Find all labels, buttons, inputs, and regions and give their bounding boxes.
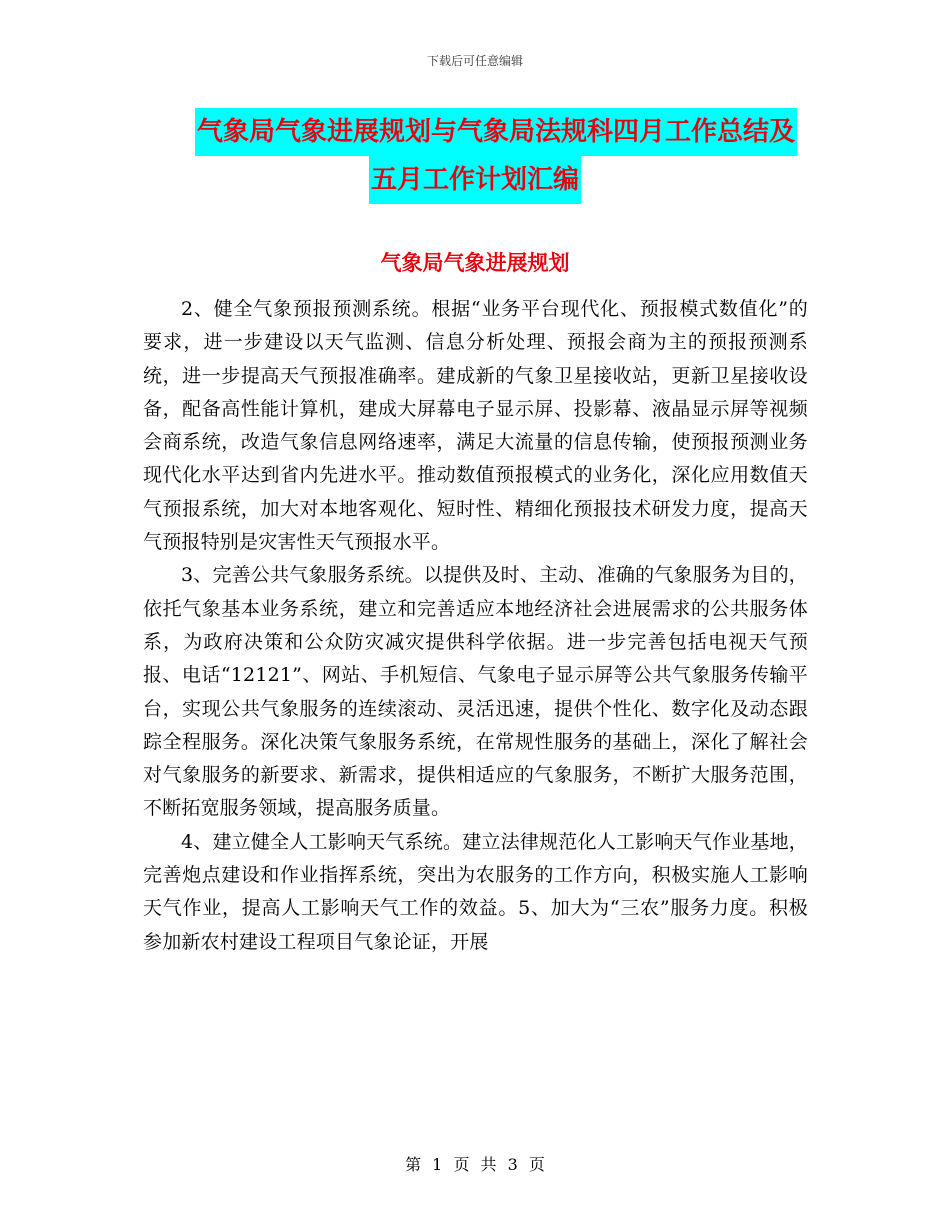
- paragraph-3: 3、完善公共气象服务系统。以提供及时、主动、准确的气象服务为目的，依托气象基本业务系统，建立和完善适应本地经济社会进展需求的公共服务体系，为政府决策和公众防灾减灾提供科学依据。进一步完善包括电视天气预报、电话“12121”、网站、手机短信、气象电子显示屏等公共气象服务传输平台，实现公共气象服务的连续滚动、灵活迅速，提供个性化、数字化及动态跟踪全程服务。深化决策气象服务系统，在常规性服务的基础上，深化了解社会对气象服务的新要求、新需求，提供相适应的气象服务，不断扩大服务范围，不断拓宽服务领域，提高服务质量。: [143, 564, 808, 820]
- paragraph-2: 2、健全气象预报预测系统。根据“业务平台现代化、预报模式数值化”的要求，进一步建设以天气监测、信息分析处理、预报会商为主的预报预测系统，进一步提高天气预报准确率。建成新的气象卫星接收站，更新卫星接收设备，配备高性能计算机，建成大屏幕电子显示屏、投影幕、液晶显示屏等视频会商系统，改造气象信息网络速率，满足大流量的信息传输，使预报预测业务现代化水平达到省内先进水平。推动数值预报模式的业务化，深化应用数值天气预报系统，加大对本地客观化、短时性、精细化预报技术研发力度，提高天气预报特别是灾害性天气预报水平。: [143, 298, 808, 554]
- document-title-line-2: 五月工作计划汇编: [369, 156, 581, 204]
- page-footer: 第 1 页 共 3 页: [405, 1155, 545, 1174]
- header-note: 下载后可任意编辑: [426, 54, 523, 68]
- section-title: 气象局气象进展规划: [380, 251, 570, 275]
- paragraph-4: 4、建立健全人工影响天气系统。建立法律规范化人工影响天气作业基地，完善炮点建设和作业指挥系统，突出为农服务的工作方向，积极实施人工影响天气作业，提高人工影响天气工作的效益。5、加大为“三农”服务力度。积极参加新农村建设工程项目气象论证，开展: [143, 830, 808, 953]
- document-body: [143, 293, 808, 959]
- document-title-line-1: 气象局气象进展规划与气象局法规科四月工作总结及: [195, 108, 797, 156]
- document-title: [0, 108, 950, 204]
